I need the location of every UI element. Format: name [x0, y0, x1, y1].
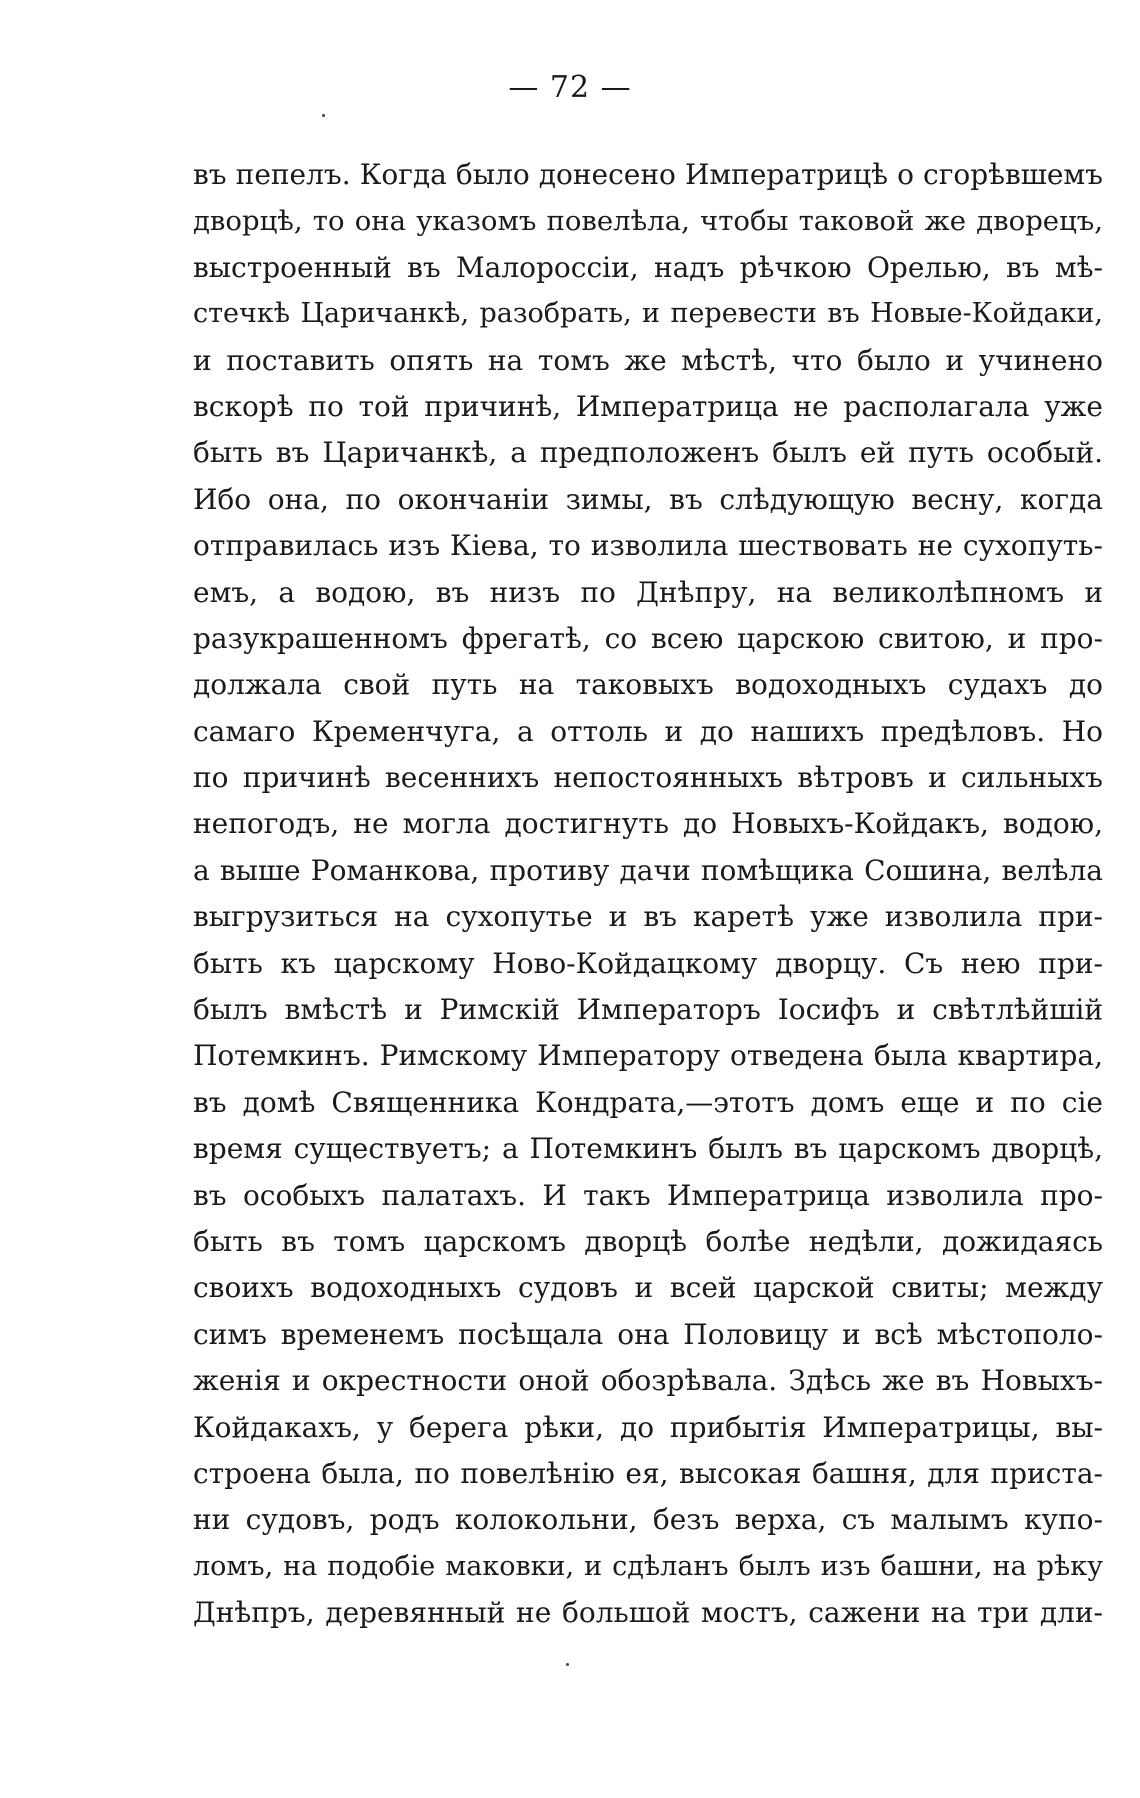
text-line: быть въ томъ царскомъ дворцѣ болѣе недѣли, дожидаясь	[193, 1224, 1103, 1258]
text-line: непогодъ, не могла достигнуть до Новыхъ-Койдакъ, водою,	[193, 807, 1103, 841]
text-line: быть въ Царичанкѣ, а предположенъ былъ ей путь особый.	[193, 436, 1103, 470]
text-line: ни судовъ, родъ колокольни, безъ верха, съ малымъ купо-	[193, 1503, 1103, 1537]
text-line: выстроенный въ Малороссіи, надъ рѣчкою Орелью, въ мѣ-	[193, 250, 1103, 284]
body-text	[193, 152, 1103, 1637]
print-speck	[566, 1663, 569, 1666]
text-line: и поставить опять на томъ же мѣстѣ, что было и учинено	[193, 343, 1103, 377]
text-line: выгрузиться на сухопутье и въ каретѣ уже изволила при-	[193, 900, 1103, 934]
page-number: — 72 —	[508, 70, 632, 105]
text-line: Потемкинъ. Римскому Императору отведена была квартира,	[193, 1039, 1103, 1073]
text-line: отправилась изъ Кіева, то изволила шествовать не сухопуть-	[193, 529, 1103, 563]
text-line: стечкѣ Царичанкѣ, разобрать, и перевести въ Новые-Койдаки,	[193, 298, 1103, 330]
text-line: должала свой путь на таковыхъ водоходныхъ судахъ до	[193, 668, 1103, 702]
text-line: строена была, по повелѣнію ея, высокая башня, для приста-	[193, 1456, 1103, 1490]
text-line: Днѣпръ, деревянный не большой мостъ, сажени на три дли-	[193, 1596, 1103, 1630]
text-line: въ особыхъ палатахъ. И такъ Императрица изволила про-	[193, 1178, 1103, 1212]
text-line: женія и окрестности оной обозрѣвала. Здѣсь же въ Новыхъ-	[193, 1364, 1103, 1398]
text-line: въ пепелъ. Когда было донесено Императрицѣ о сгорѣвшемъ	[193, 158, 1103, 191]
text-line: емъ, а водою, въ низъ по Днѣпру, на великолѣпномъ и	[193, 575, 1103, 609]
text-line: симъ временемъ посѣщала она Половицу и всѣ мѣстополо-	[193, 1317, 1103, 1351]
text-line: Ибо она, по окончаніи зимы, въ слѣдующую весну, когда	[193, 482, 1103, 516]
text-line: былъ вмѣстѣ и Римскій Императоръ Іосифъ и свѣтлѣйшій	[193, 993, 1103, 1027]
text-line: время существуетъ; а Потемкинъ былъ въ царскомъ дворцѣ,	[193, 1132, 1103, 1166]
text-line: по причинѣ весеннихъ непостоянныхъ вѣтровъ и сильныхъ	[193, 761, 1103, 795]
text-line: въ домѣ Священника Кондрата,—этотъ домъ еще и по сіе	[193, 1085, 1103, 1119]
text-line: самаго Кременчуга, а оттоль и до нашихъ предѣловъ. Но	[193, 714, 1103, 748]
text-line: ломъ, на подобіе маковки, и сдѣланъ былъ изъ башни, на рѣку	[193, 1550, 1103, 1582]
print-speck	[322, 114, 325, 117]
text-line: быть къ царскому Ново-Койдацкому дворцу. Съ нею при-	[193, 946, 1103, 980]
text-line: дворцѣ, то она указомъ повелѣла, чтобы таковой же дворецъ,	[193, 205, 1103, 238]
text-line: а выше Романкова, противу дачи помѣщика Сошина, велѣла	[193, 853, 1103, 887]
text-line: Койдакахъ, у берега рѣки, до прибытія Императрицы, вы-	[193, 1410, 1103, 1444]
text-line: своихъ водоходныхъ судовъ и всей царской свиты; между	[193, 1271, 1103, 1305]
text-line: вскорѣ по той причинѣ, Императрица не располагала уже	[193, 389, 1103, 423]
text-line: разукрашенномъ фрегатѣ, со всею царскою свитою, и про-	[193, 621, 1103, 655]
